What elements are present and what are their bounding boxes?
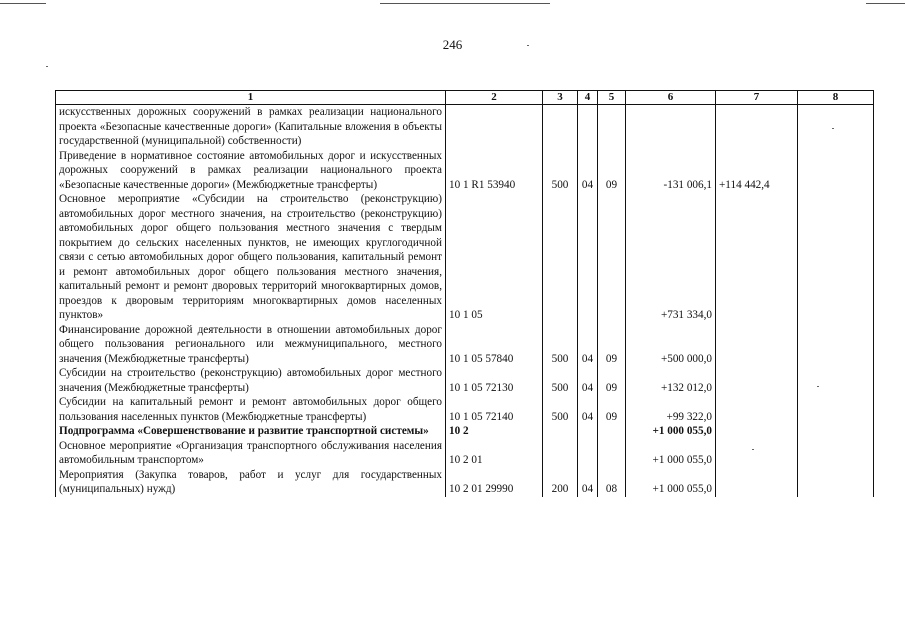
section [578, 424, 598, 439]
item-description: Основное мероприятие «Организация транспортного обслуживания населения автомобильным транспортом» [56, 439, 446, 468]
subsection: 09 [598, 366, 626, 395]
amount-change-col8 [798, 192, 874, 323]
table-row [56, 439, 874, 468]
table-row [56, 395, 874, 424]
expense-type: 500 [543, 395, 578, 424]
classification-code: 10 1 05 [446, 192, 543, 323]
section [578, 439, 598, 468]
expense-type [543, 439, 578, 468]
amount-change-next [716, 424, 798, 439]
amount-change-col8 [798, 366, 874, 395]
amount-change-next [716, 395, 798, 424]
header-col-5: 5 [598, 91, 626, 105]
item-description: Мероприятия (Закупка товаров, работ и услуг для государственных (муниципальных) нужд) [56, 468, 446, 497]
amount-change: +500 000,0 [626, 323, 716, 367]
budget-table [55, 90, 874, 497]
amount-change: +132 012,0 [626, 366, 716, 395]
table-header-row [56, 91, 874, 105]
page-number: 246 [442, 37, 463, 52]
expense-type: 500 [543, 366, 578, 395]
amount-change: +1 000 055,0 [626, 468, 716, 497]
item-description: Основное мероприятие «Субсидии на строительство (реконструкцию) автомобильных дорог местного значения, на строительство (реконструкцию) автомобильных дорог общего пользования местного значения с твердым покрытием до сельских населенных пунктов, не имеющих круглогодичной связи с сетью автомобильных дорог общего пользования, капитальный ремонт и ремонт автомобильных дорог общего пользования местного значения, капитальный ремонт и ремонт дворовых территорий многоквартирных домов, проездов к дворовым территориям многоквартирных домов населенных пунктов» [56, 192, 446, 323]
subsection: 09 [598, 323, 626, 367]
header-col-3: 3 [543, 91, 578, 105]
classification-code: 10 1 05 72130 [446, 366, 543, 395]
expense-type [543, 105, 578, 149]
item-description: Субсидии на капитальный ремонт и ремонт автомобильных дорог общего пользования населенных пунктов (Межбюджетные трансферты) [56, 395, 446, 424]
scan-edge-line-center [380, 3, 550, 4]
section: 04 [578, 468, 598, 497]
classification-code: 10 1 05 72140 [446, 395, 543, 424]
item-description: искусственных дорожных сооружений в рамках реализации национального проекта «Безопасные качественные дороги» (Капитальные вложения в объекты государственной (муниципальной) собственности) [56, 105, 446, 149]
classification-code [446, 105, 543, 149]
table-row [56, 323, 874, 367]
subsection [598, 424, 626, 439]
amount-change: -131 006,1 [626, 149, 716, 193]
section: 04 [578, 149, 598, 193]
subsection: 09 [598, 149, 626, 193]
amount-change-col8 [798, 323, 874, 367]
subsection: 09 [598, 395, 626, 424]
header-col-6: 6 [626, 91, 716, 105]
scan-speck [46, 66, 48, 67]
table-row [56, 468, 874, 497]
item-description: Субсидии на строительство (реконструкцию) автомобильных дорог местного значения (Межбюджетные трансферты) [56, 366, 446, 395]
item-description: Подпрограмма «Совершенствование и развитие транспортной системы» [56, 424, 446, 439]
classification-code: 10 1 R1 53940 [446, 149, 543, 193]
classification-code: 10 2 01 29990 [446, 468, 543, 497]
classification-code: 10 2 01 [446, 439, 543, 468]
amount-change [626, 105, 716, 149]
amount-change-next [716, 192, 798, 323]
section [578, 192, 598, 323]
amount-change-next [716, 105, 798, 149]
amount-change-next [716, 468, 798, 497]
amount-change: +1 000 055,0 [626, 439, 716, 468]
section [578, 105, 598, 149]
header-col-1: 1 [56, 91, 446, 105]
section: 04 [578, 366, 598, 395]
table-row [56, 366, 874, 395]
amount-change-col8 [798, 439, 874, 468]
amount-change-next [716, 439, 798, 468]
expense-type: 500 [543, 149, 578, 193]
scan-edge-line-left [0, 3, 46, 4]
section: 04 [578, 395, 598, 424]
header-col-2: 2 [446, 91, 543, 105]
amount-change: +1 000 055,0 [626, 424, 716, 439]
item-description: Приведение в нормативное состояние автомобильных дорог и искусственных дорожных сооружений в рамках реализации национального проекта «Безопасные качественные дороги» (Межбюджетные трансферты) [56, 149, 446, 193]
amount-change-col8 [798, 395, 874, 424]
amount-change: +99 322,0 [626, 395, 716, 424]
amount-change-next [716, 323, 798, 367]
amount-change-next [716, 366, 798, 395]
header-col-7: 7 [716, 91, 798, 105]
table-row [56, 105, 874, 149]
amount-change-col8 [798, 468, 874, 497]
header-col-8: 8 [798, 91, 874, 105]
item-description: Финансирование дорожной деятельности в отношении автомобильных дорог общего пользования регионального или межмуниципального, местного значения (Межбюджетные трансферты) [56, 323, 446, 367]
amount-change-col8 [798, 149, 874, 193]
expense-type: 200 [543, 468, 578, 497]
amount-change: +731 334,0 [626, 192, 716, 323]
table-row [56, 149, 874, 193]
subsection: 08 [598, 468, 626, 497]
subsection [598, 192, 626, 323]
table-row [56, 192, 874, 323]
scan-edge-line-right [866, 3, 905, 4]
expense-type [543, 424, 578, 439]
expense-type [543, 192, 578, 323]
amount-change-col8 [798, 424, 874, 439]
expense-type: 500 [543, 323, 578, 367]
subsection [598, 439, 626, 468]
classification-code: 10 2 [446, 424, 543, 439]
section: 04 [578, 323, 598, 367]
classification-code: 10 1 05 57840 [446, 323, 543, 367]
amount-change-col8 [798, 105, 874, 149]
header-col-4: 4 [578, 91, 598, 105]
table-row [56, 424, 874, 439]
subsection [598, 105, 626, 149]
amount-change-next: +114 442,4 [716, 149, 798, 193]
